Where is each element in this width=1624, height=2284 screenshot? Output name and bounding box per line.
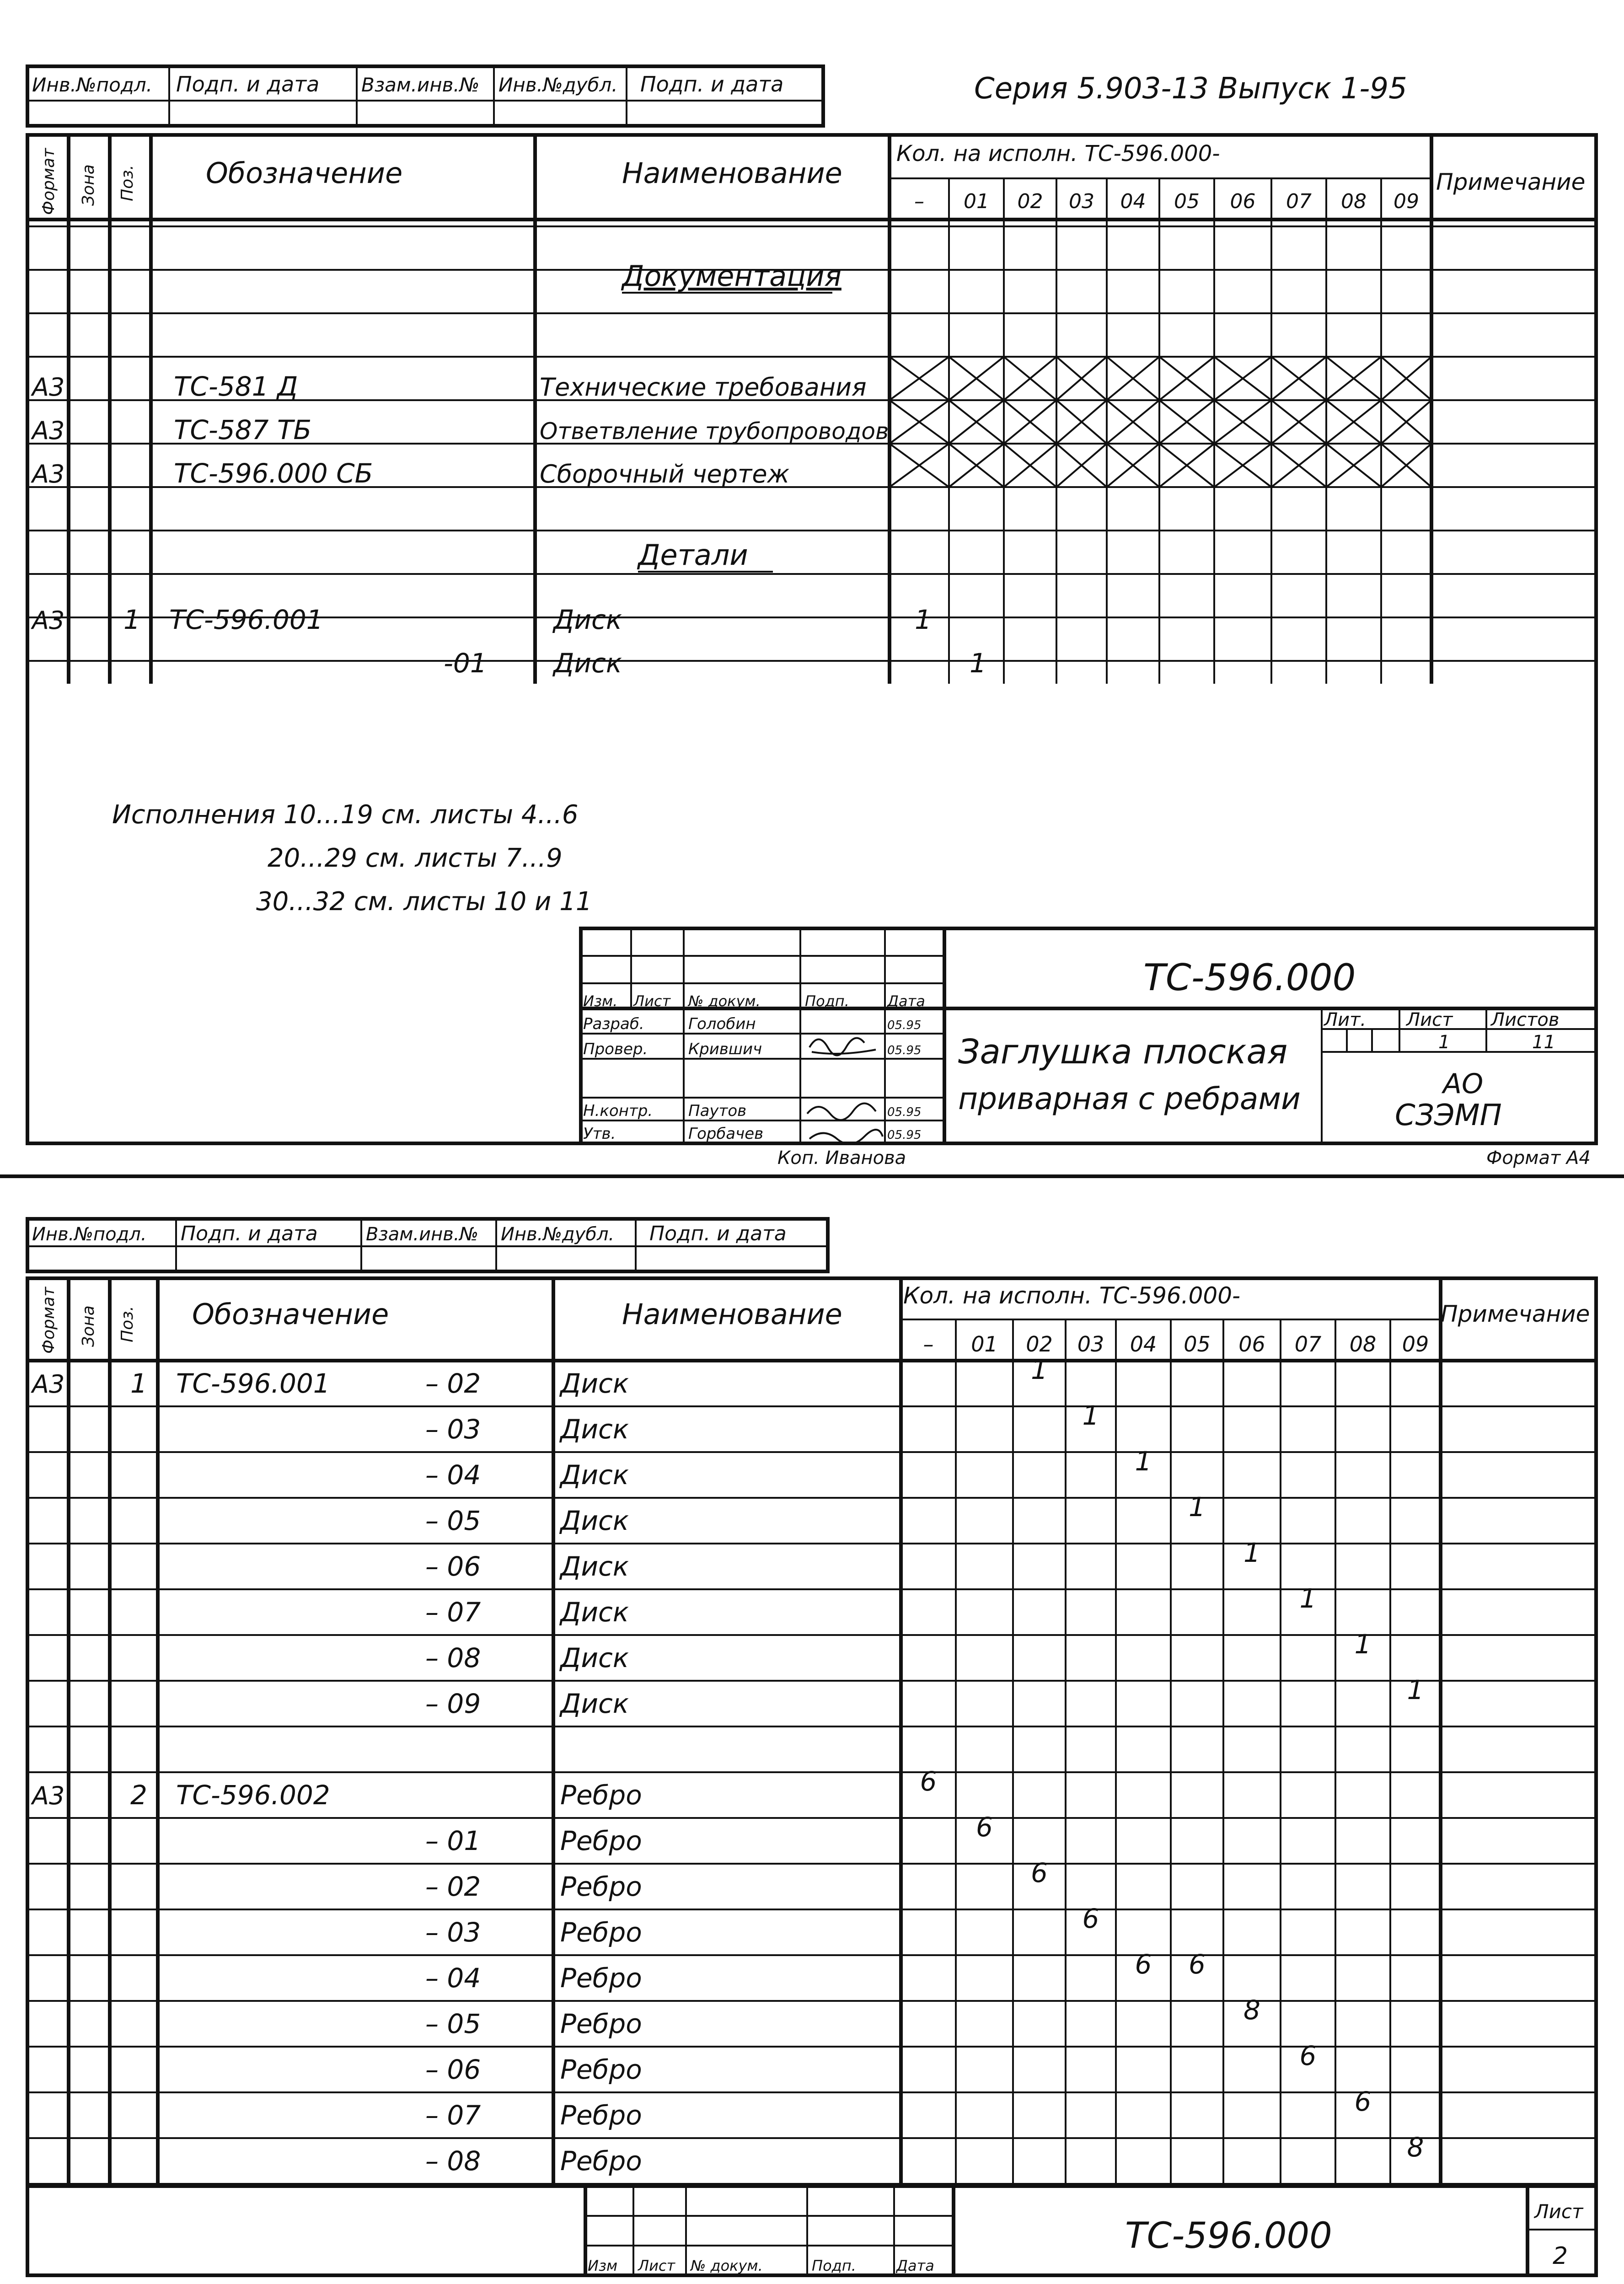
variant-header: – [914, 190, 924, 213]
note-line: 30...32 см. листы 10 и 11 [256, 887, 592, 917]
tb-col-header: Подп. [805, 992, 849, 1010]
detail-row [31, 604, 932, 635]
tb-col-header: Дата [887, 992, 925, 1010]
name-cell: Ребро [560, 2054, 642, 2085]
title-block [27, 2186, 1596, 2275]
suffix-cell: – 07 [425, 2100, 481, 2131]
tb-name: Горбачев [688, 1125, 764, 1143]
pos-cell: 1 [130, 1368, 147, 1399]
designation-header: Обозначение [192, 1297, 389, 1331]
qty-cell: 1 [1299, 1583, 1317, 1614]
tb-date: 05.95 [887, 1044, 922, 1057]
variant-header: – [923, 1332, 934, 1356]
suffix-cell: – 05 [425, 2008, 481, 2039]
variant-header: 06 [1230, 190, 1256, 213]
qty-cell: 1 [1082, 1400, 1099, 1431]
note-line: 20...29 см. листы 7...9 [268, 843, 563, 873]
doc-row [31, 458, 790, 489]
doc-code: ТС-596.000 [1125, 2215, 1332, 2257]
name-cell: Ребро [560, 1780, 642, 1811]
variant-header: 01 [971, 1332, 998, 1356]
format-header: Формат [39, 1287, 58, 1354]
qty-cell: 1 [915, 604, 932, 635]
format-cell: А3 [32, 373, 65, 402]
designation-cell: ТС-596.000 СБ [174, 458, 373, 489]
variant-header: 09 [1394, 190, 1419, 213]
designation-cell: ТС-596.002 [176, 1780, 330, 1811]
name-cell: Ребро [560, 1825, 642, 1856]
doc-title-line1: Заглушка плоская [958, 1032, 1288, 1072]
name-cell: Диск [553, 648, 622, 679]
tb-date: 05.95 [887, 1105, 922, 1119]
stamp-header: Взам.инв.№ [366, 1224, 479, 1245]
qty-cell: 1 [1031, 1354, 1048, 1385]
variant-header: 06 [1238, 1332, 1265, 1356]
variant-header: 09 [1402, 1332, 1429, 1356]
tb-date: 05.95 [887, 1128, 922, 1142]
name-cell: Диск [560, 1414, 629, 1445]
note-header: Примечание [1441, 1301, 1590, 1327]
tb-col-header: Подп. [812, 2257, 856, 2274]
tb-name: Крившич [688, 1040, 762, 1058]
stamp-header: Взам.инв.№ [361, 74, 480, 96]
sheet-label: Лист [1534, 2200, 1583, 2223]
designation-cell: ТС-587 ТБ [174, 414, 312, 445]
doc-row [31, 414, 889, 445]
sheet-1 [27, 66, 1596, 1169]
tb-role: Утв. [583, 1125, 616, 1143]
suffix-cell: – 04 [425, 1459, 481, 1490]
designation-cell: ТС-581 Д [174, 371, 298, 402]
stamp-header: Подп. и дата [649, 1222, 787, 1245]
format-cell: А3 [32, 1781, 65, 1810]
name-cell: Ребро [560, 2100, 642, 2131]
variant-header: 02 [1026, 1332, 1053, 1356]
stamp-header: Подп. и дата [176, 72, 320, 97]
name-cell: Ребро [560, 1962, 642, 1994]
suffix-cell: – 04 [425, 1962, 481, 1994]
format-header: Формат [39, 148, 58, 215]
stamp-header: Подп. и дата [181, 1222, 318, 1245]
tb-name: Паутов [688, 1102, 747, 1120]
note-line: Исполнения 10...19 см. листы 4...6 [112, 800, 579, 830]
format-cell: А3 [32, 606, 65, 635]
qty-cell: 1 [1407, 1674, 1424, 1705]
stamp-header: Инв.№дубл. [501, 1224, 615, 1245]
qty-cell: 6 [1299, 2040, 1317, 2071]
stamp-header: Инв.№дубл. [498, 74, 618, 96]
copied-by: Коп. Иванова [777, 1147, 906, 1169]
variant-header: 07 [1294, 1332, 1322, 1356]
name-cell: Диск [560, 1642, 629, 1673]
pos-cell: 2 [130, 1780, 147, 1811]
tb-col-header: Дата [896, 2257, 934, 2274]
suffix-cell: – 05 [425, 1505, 481, 1536]
spec-rows [31, 1354, 1424, 2177]
format-cell: А3 [32, 1370, 65, 1399]
name-cell: Сборочный чертеж [540, 460, 790, 488]
suffix-cell: -01 [444, 648, 487, 679]
qty-cell: 6 [1031, 1857, 1048, 1888]
tb-role: Н.контр. [583, 1102, 653, 1120]
pos-cell: 1 [123, 604, 140, 635]
tb-col-header: Лист [633, 992, 671, 1010]
suffix-cell: – 03 [425, 1917, 481, 1948]
series-text: Серия 5.903-13 Выпуск 1-95 [974, 72, 1407, 106]
section-details: Детали [638, 538, 748, 572]
name-cell: Диск [560, 1505, 629, 1536]
name-cell: Диск [560, 1459, 629, 1490]
pos-header: Поз. [118, 1306, 137, 1342]
qty-cell: 6 [1082, 1903, 1099, 1934]
pos-header: Поз. [118, 165, 137, 201]
qty-cell: 6 [1189, 1949, 1206, 1980]
name-cell: Диск [560, 1597, 629, 1628]
name-cell: Ребро [560, 2145, 642, 2177]
suffix-cell: – 09 [425, 1688, 481, 1719]
title-block [581, 928, 1596, 1144]
sheets-value: 11 [1532, 1032, 1555, 1053]
designation-cell: ТС-596.001 [176, 1368, 330, 1399]
variant-header: 08 [1349, 1332, 1377, 1356]
name-cell: Диск [560, 1688, 629, 1719]
sheet-value: 1 [1438, 1032, 1450, 1053]
qty-cell: 1 [1135, 1446, 1152, 1477]
suffix-cell: – 02 [425, 1368, 481, 1399]
note-header: Примечание [1436, 169, 1586, 195]
name-cell: Ребро [560, 2008, 642, 2039]
variant-header: 03 [1069, 190, 1094, 213]
qty-cell: 6 [920, 1766, 937, 1797]
org-line1: АО [1443, 1068, 1484, 1100]
tb-role: Разраб. [583, 1015, 644, 1033]
tb-col-header: № докум. [688, 992, 761, 1010]
tb-col-header: Изм. [583, 992, 618, 1010]
org-line2: СЗЭМП [1395, 1099, 1502, 1132]
sheet-2-frame [27, 1278, 1596, 2275]
qty-cell: 1 [970, 648, 986, 679]
not-applicable-marks [890, 357, 1431, 487]
suffix-cell: – 06 [425, 1551, 481, 1582]
qty-cell: 8 [1407, 2132, 1424, 2163]
doc-row [31, 371, 867, 402]
format-cell: А3 [32, 416, 65, 445]
name-header: Наименование [622, 156, 842, 190]
stamp-header: Инв.№подл. [32, 1224, 147, 1245]
name-cell: Технические требования [540, 373, 867, 402]
lit-label: Лит. [1324, 1009, 1367, 1030]
suffix-cell: – 08 [425, 1642, 481, 1673]
variant-header: 04 [1130, 1332, 1157, 1356]
name-cell: Ответвление трубопроводов [540, 418, 889, 445]
tb-col-header: № докум. [691, 2257, 763, 2274]
sheet-2 [27, 1219, 1596, 2275]
name-header: Наименование [622, 1297, 842, 1331]
qty-cell: 6 [1135, 1949, 1152, 1980]
tb-role: Провер. [583, 1040, 648, 1058]
tb-name: Голобин [688, 1015, 756, 1033]
doc-title-line2: приварная с ребрами [958, 1081, 1301, 1116]
zone-header: Зона [79, 1305, 98, 1347]
format-cell: А3 [32, 460, 65, 488]
qty-cell: 8 [1243, 1994, 1260, 2026]
suffix-cell: – 08 [425, 2145, 481, 2177]
qty-cell: 1 [1243, 1537, 1260, 1568]
format-label: Формат А4 [1486, 1147, 1591, 1169]
sheet-label: Лист [1406, 1009, 1453, 1030]
sheet-value: 2 [1553, 2242, 1568, 2270]
variant-header: 08 [1341, 190, 1367, 213]
section-documentation: Документация [622, 259, 841, 293]
stamp-header: Инв.№подл. [32, 74, 153, 96]
qty-cell: 6 [976, 1812, 993, 1843]
signature [809, 1038, 876, 1056]
variant-header: 04 [1120, 190, 1146, 213]
suffix-cell: – 02 [425, 1871, 481, 1902]
stamp-header: Подп. и дата [640, 72, 784, 97]
qty-cell: 1 [1189, 1491, 1206, 1523]
qty-cell: 6 [1354, 2086, 1372, 2117]
qty-cell: 1 [1354, 1629, 1372, 1660]
suffix-cell: – 07 [425, 1597, 481, 1628]
variant-header: 03 [1077, 1332, 1104, 1356]
qty-header: Кол. на исполн. ТС-596.000- [903, 1282, 1241, 1309]
variant-header: 05 [1174, 190, 1200, 213]
name-cell: Диск [553, 604, 622, 635]
tb-col-header: Изм [588, 2257, 618, 2274]
name-cell: Ребро [560, 1871, 642, 1902]
sheets-label: Листов [1491, 1009, 1560, 1030]
designation-header: Обозначение [206, 156, 403, 190]
signature [807, 1104, 883, 1144]
zone-header: Зона [79, 164, 98, 206]
doc-code: ТС-596.000 [1143, 956, 1356, 999]
tb-col-header: Лист [638, 2257, 675, 2274]
qty-header: Кол. на исполн. ТС-596.000- [896, 141, 1220, 166]
detail-row [444, 648, 986, 679]
name-cell: Диск [560, 1551, 629, 1582]
variant-header: 07 [1286, 190, 1312, 213]
suffix-cell: – 01 [425, 1825, 481, 1856]
name-cell: Диск [560, 1368, 629, 1399]
suffix-cell: – 06 [425, 2054, 481, 2085]
variant-header: 05 [1184, 1332, 1211, 1356]
tb-date: 05.95 [887, 1019, 922, 1032]
variant-header: 02 [1017, 190, 1043, 213]
variant-header: 01 [964, 190, 989, 213]
designation-cell: ТС-596.001 [169, 604, 323, 635]
name-cell: Ребро [560, 1917, 642, 1948]
suffix-cell: – 03 [425, 1414, 481, 1445]
